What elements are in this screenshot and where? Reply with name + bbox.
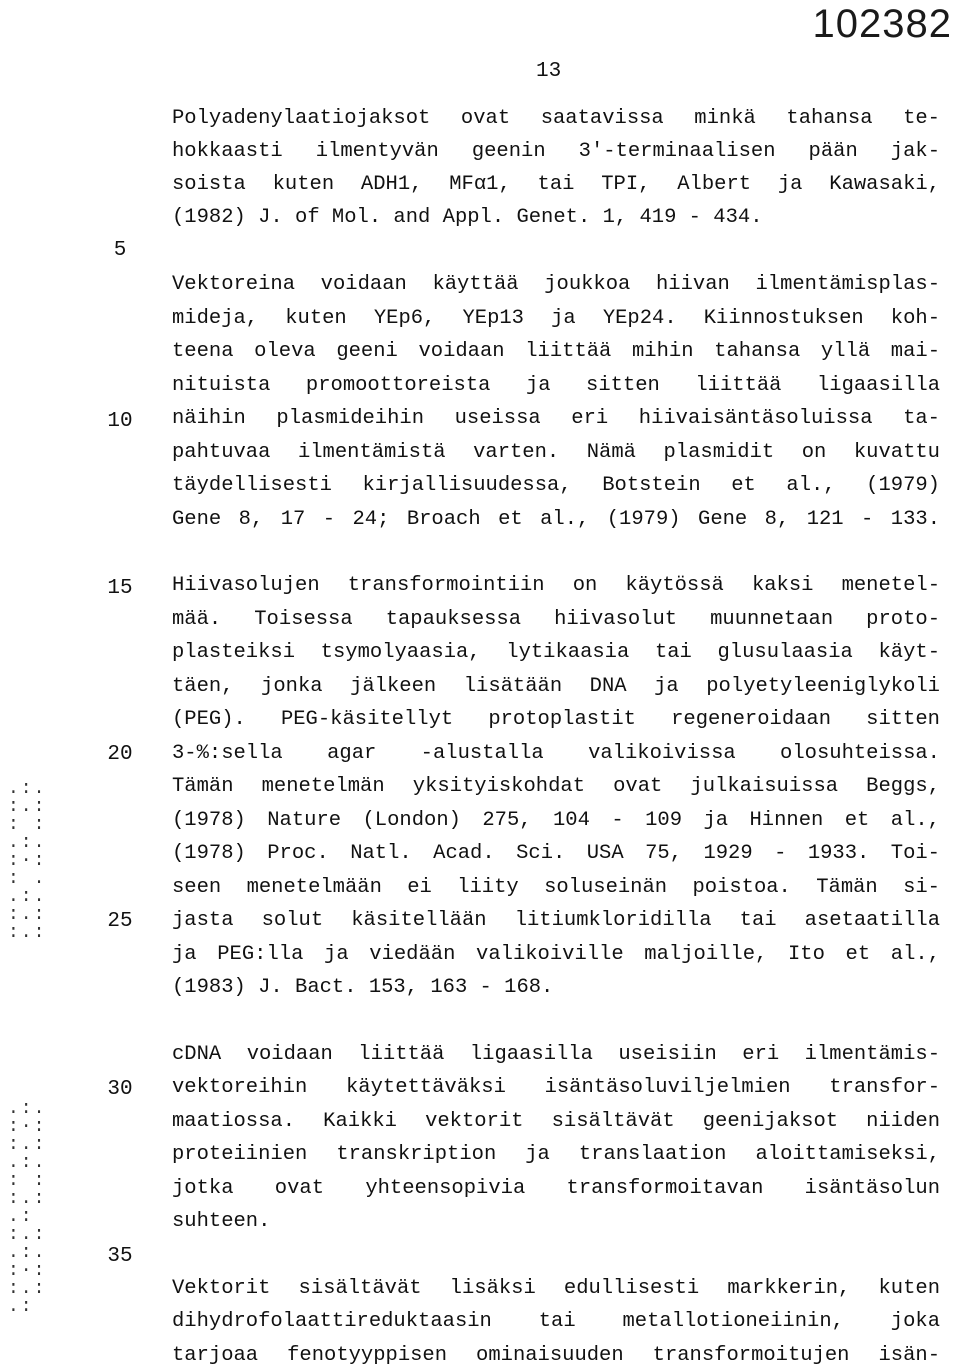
text-line: mää. Toisessa tapauksessa hiivasolut muunnetaan proto-: [172, 608, 940, 631]
text-line: Polyadenylaatiojaksot ovat saatavissa minkä tahansa te-: [172, 107, 940, 130]
text-line: (PEG). PEG-käsitellyt protoplastit regeneroidaan sitten: [172, 708, 940, 731]
scan-artifact: .:. :.: : : .:. :·: : . .:. :.: :.:: [8, 779, 47, 943]
text-line: cDNA voidaan liittää ligaasilla useisiin eri ilmentämis-: [172, 1043, 940, 1066]
text-line: plasteiksi tsymolyaasia, lytikaasia tai glusulaasia käyt-: [172, 641, 940, 664]
text-line: ja PEG:lla ja viedään valikoiville maljoille, Ito et al.,: [172, 943, 940, 966]
margin-number: 25: [107, 910, 133, 933]
text-line: jasta solut käsitellään litiumkloridilla tai asetaatilla: [172, 909, 940, 932]
margin-number: 20: [107, 743, 133, 766]
text-line: suhteen.: [172, 1210, 271, 1233]
document-number: 102382: [812, 2, 952, 46]
text-line: tarjoaa fenotyyppisen ominaisuuden transformoitujen isän-: [172, 1344, 940, 1367]
text-line: pahtuvaa ilmentämistä varten. Nämä plasmidit on kuvattu: [172, 441, 940, 464]
text-line: hokkaasti ilmentyvän geenin 3'-terminaalisen pään jak-: [172, 140, 940, 163]
text-line: Vektoreina voidaan käyttää joukkoa hiivan ilmentämisplas-: [172, 273, 940, 296]
margin-number: 15: [107, 577, 133, 600]
margin-number: 35: [107, 1245, 133, 1268]
text-line: proteiinien transkription ja translaation aloittamiseksi,: [172, 1143, 940, 1166]
text-line: (1982) J. of Mol. and Appl. Genet. 1, 419 - 434.: [172, 206, 763, 229]
text-line: maatiossa. Kaikki vektorit sisältävät geenijaksot niiden: [172, 1110, 940, 1133]
text-line: näihin plasmideihin useissa eri hiivaisäntäsoluissa ta-: [172, 407, 940, 430]
text-line: soista kuten ADH1, MFα1, tai TPI, Albert ja Kawasaki,: [172, 173, 940, 196]
text-line: Hiivasolujen transformointiin on käytössä kaksi menetel-: [172, 574, 940, 597]
text-line: vektoreihin käytettäväksi isäntäsoluviljelmien transfor-: [172, 1076, 940, 1099]
text-line: (1978) Proc. Natl. Acad. Sci. USA 75, 1929 - 1933. Toi-: [172, 842, 940, 865]
text-line: Tämän menetelmän yksityiskohdat ovat julkaisuissa Beggs,: [172, 775, 940, 798]
text-line: seen menetelmään ei liity soluseinän poistoa. Tämän si-: [172, 876, 940, 899]
text-line: (1978) Nature (London) 275, 104 - 109 ja Hinnen et al.,: [172, 809, 940, 832]
text-line: Vektorit sisältävät lisäksi edullisesti markkerin, kuten: [172, 1277, 940, 1300]
text-line: 3-%:sella agar -alustalla valikoivissa olosuhteissa.: [172, 742, 940, 765]
text-line: nituista promoottoreista ja sitten liittää ligaasilla: [172, 374, 940, 397]
text-line: Gene 8, 17 - 24; Broach et al., (1979) Gene 8, 121 - 133.: [172, 508, 940, 531]
text-line: jotka ovat yhteensopivia transformoitavan isäntäsolun: [172, 1177, 940, 1200]
margin-number: 10: [107, 410, 133, 433]
scan-artifact: .:. :·: :.: .:. : : :.: .: :.: .:. :·: :.: .:: [8, 1099, 47, 1317]
text-line: dihydrofolaattireduktaasin tai metallotioneiinin, joka: [172, 1310, 940, 1333]
text-line: täydellisesti kirjallisuudessa, Botstein et al., (1979): [172, 474, 940, 497]
text-line: (1983) J. Bact. 153, 163 - 168.: [172, 976, 554, 999]
margin-number: 5: [113, 239, 127, 262]
text-line: täen, jonka jälkeen lisätään DNA ja polyetyleeniglykoli: [172, 675, 940, 698]
margin-number: 30: [107, 1078, 133, 1101]
text-line: mideja, kuten YEp6, YEp13 ja YEp24. Kiinnostuksen koh-: [172, 307, 940, 330]
text-line: teena oleva geeni voidaan liittää mihin tahansa yllä mai-: [172, 340, 940, 363]
page-number: 13: [536, 60, 562, 83]
